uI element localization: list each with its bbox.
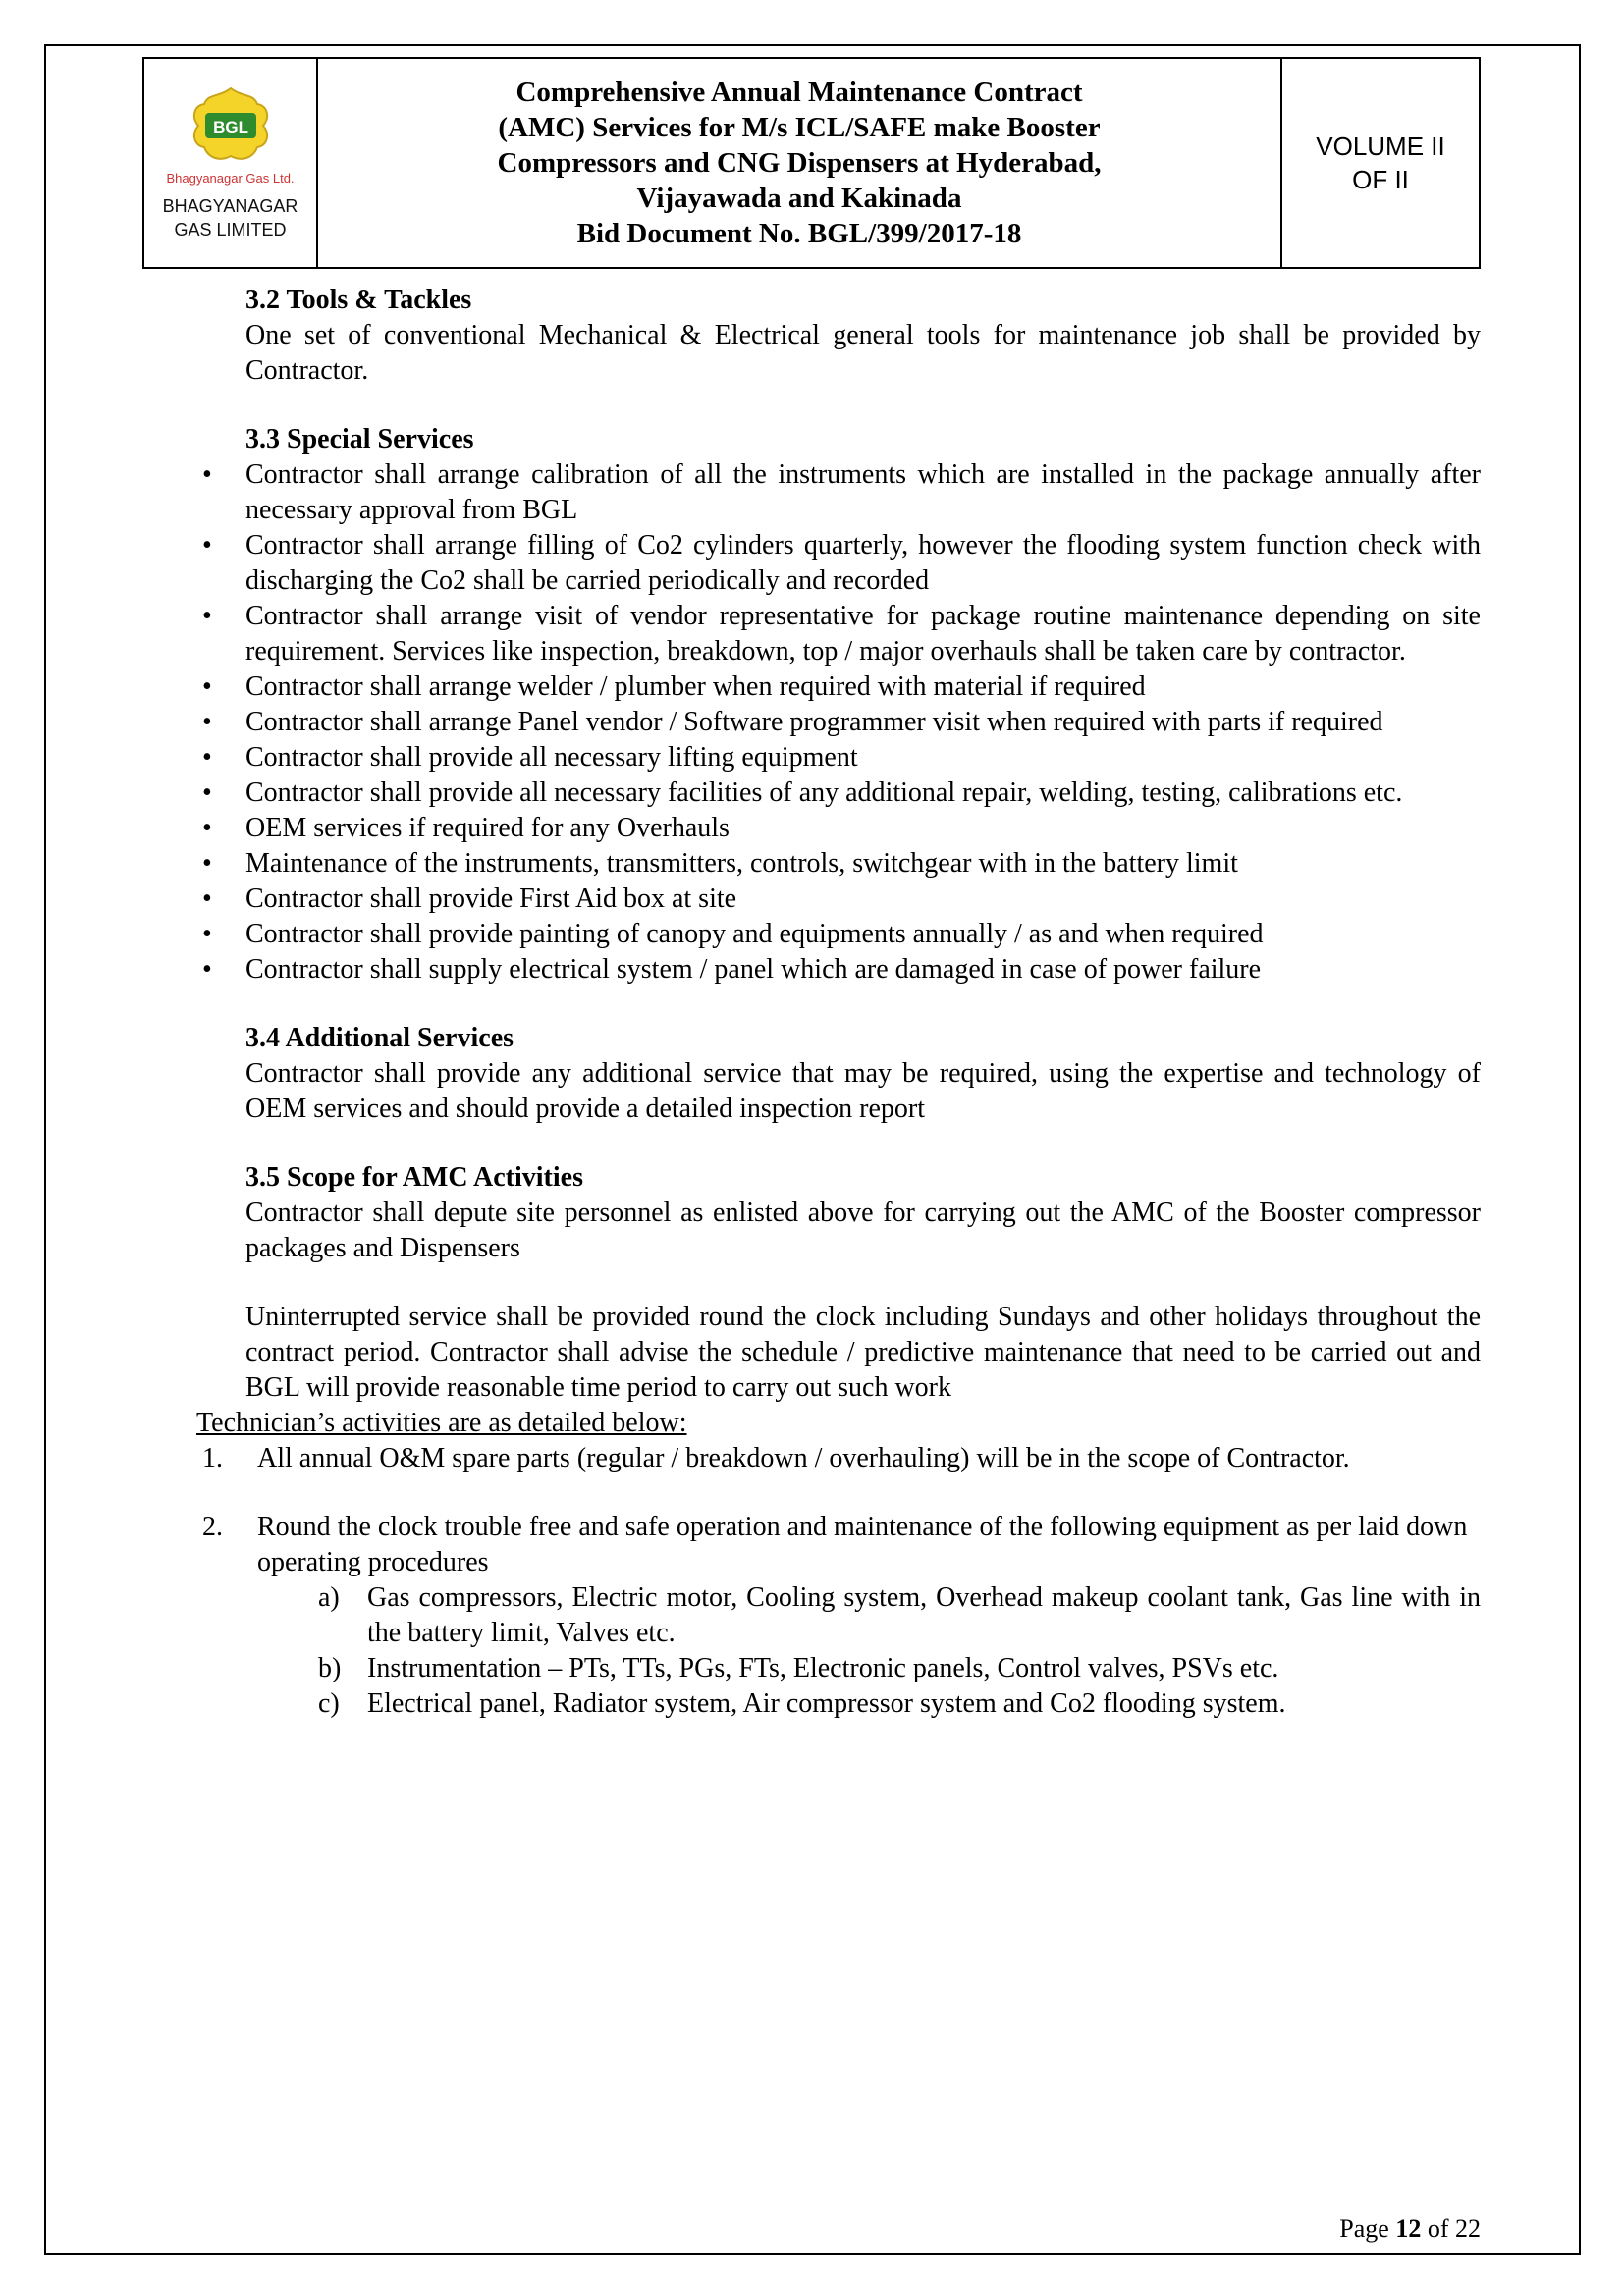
section-heading-tools-tackles: 3.2 Tools & Tackles <box>245 285 472 315</box>
item-number: 1. <box>202 1443 223 1473</box>
bullet-item: • Contractor shall supply electrical system / panel which are damaged in case of power failure <box>196 952 1481 988</box>
tools-tackles-paragraph: One set of conventional Mechanical & Electrical general tools for maintenance job shall be provided by Contractor. <box>245 320 1481 386</box>
bullet-item: • Contractor shall provide painting of canopy and equipments annually / as and when required <box>196 917 1481 952</box>
equipment-sublist <box>316 1580 1481 1722</box>
section-heading-special-services: 3.3 Special Services <box>245 424 474 454</box>
title-cell <box>318 59 1282 267</box>
numbered-item-2 <box>196 1510 1481 1722</box>
footer-page-number: 12 <box>1395 2215 1422 2243</box>
document-title-line-1: Comprehensive Annual Maintenance Contract <box>515 77 1083 108</box>
document-title-line-3: Compressors and CNG Dispensers at Hyderabad, <box>497 147 1102 179</box>
volume-cell <box>1282 59 1479 267</box>
volume-label-line-2: OF II <box>1352 165 1409 194</box>
logo-caption: Bhagyanagar Gas Ltd. <box>166 171 295 186</box>
bgl-logo-icon <box>176 84 286 169</box>
document-title-line-2: (AMC) Services for M/s ICL/SAFE make Booster <box>498 112 1101 143</box>
special-services-list <box>196 457 1481 988</box>
bullet-item: • Contractor shall arrange filling of Co2 cylinders quarterly, however the flooding system function check with discharging the Co2 shall be carried periodically and recorded <box>196 528 1481 599</box>
technician-activities-list <box>196 1441 1481 1722</box>
volume-label-line-1: VOLUME II <box>1316 132 1445 161</box>
bullet-item: • Contractor shall provide First Aid box at site <box>196 881 1481 917</box>
item-number: 2. <box>202 1512 223 1542</box>
footer-page-prefix: Page <box>1339 2215 1396 2243</box>
page-footer <box>1339 2214 1481 2245</box>
item-text: All annual O&M spare parts (regular / breakdown / overhauling) will be in the scope of Contractor. <box>257 1443 1350 1473</box>
scope-paragraph-2: Uninterrupted service shall be provided round the clock including Sundays and other holidays throughout the contract period. Contractor shall advise the schedule / predictive maintenance that need to be carried out and BGL will provide reasonable time period to carry out such work <box>245 1302 1481 1403</box>
section-heading-additional-services: 3.4 Additional Services <box>245 1023 514 1053</box>
logo-cell <box>144 59 318 267</box>
sub-item-b <box>316 1651 1481 1686</box>
sub-item-a <box>316 1580 1481 1651</box>
sub-item-c <box>316 1686 1481 1722</box>
numbered-item-1 <box>196 1441 1481 1476</box>
bullet-item: • Contractor shall provide all necessary facilities of any additional repair, welding, testing, calibrations etc. <box>196 775 1481 811</box>
sub-item-text: Gas compressors, Electric motor, Cooling system, Overhead makeup coolant tank, Gas line with in the battery limit, Valves etc. <box>367 1582 1481 1648</box>
document-body <box>142 283 1481 1722</box>
header-table <box>142 57 1481 269</box>
company-name: BHAGYANAGAR GAS LIMITED <box>162 196 298 240</box>
scope-paragraph-1: Contractor shall depute site personnel as enlisted above for carrying out the AMC of the Booster compressor packages and Dispensers <box>245 1198 1481 1263</box>
bullet-item: • Contractor shall arrange Panel vendor / Software programmer visit when required with parts if required <box>196 705 1481 740</box>
bullet-item: • Contractor shall arrange calibration of all the instruments which are installed in the package annually after necessary approval from BGL <box>196 457 1481 528</box>
bullet-item: • Maintenance of the instruments, transmitters, controls, switchgear with in the battery limit <box>196 846 1481 881</box>
technician-activities-intro: Technician’s activities are as detailed below: <box>196 1408 687 1438</box>
footer-page-suffix: of 22 <box>1421 2215 1481 2243</box>
bullet-item: • OEM services if required for any Overhauls <box>196 811 1481 846</box>
document-title-line-4: Vijayawada and Kakinada <box>636 183 962 214</box>
sub-item-marker: a) <box>318 1582 340 1613</box>
bullet-item: • Contractor shall arrange welder / plumber when required with material if required <box>196 669 1481 705</box>
sub-item-text: Instrumentation – PTs, TTs, PGs, FTs, Electronic panels, Control valves, PSVs etc. <box>367 1653 1279 1683</box>
item-text: Round the clock trouble free and safe operation and maintenance of the following equipment as per laid down operating procedures <box>257 1512 1468 1577</box>
sub-item-text: Electrical panel, Radiator system, Air compressor system and Co2 flooding system. <box>367 1688 1286 1719</box>
bullet-item: • Contractor shall arrange visit of vendor representative for package routine maintenance depending on site requirement. Services like inspection, breakdown, top / major overhauls shall be taken care by contractor. <box>196 599 1481 669</box>
sub-item-marker: b) <box>318 1653 342 1683</box>
bid-document-number: Bid Document No. BGL/399/2017-18 <box>576 218 1022 249</box>
logo-acronym: BGL <box>212 118 248 136</box>
page-content <box>142 57 1481 1722</box>
sub-item-marker: c) <box>318 1688 340 1719</box>
section-heading-scope-amc: 3.5 Scope for AMC Activities <box>245 1162 583 1193</box>
bullet-item: • Contractor shall provide all necessary lifting equipment <box>196 740 1481 775</box>
additional-services-paragraph: Contractor shall provide any additional service that may be required, using the expertise and technology of OEM services and should provide a detailed inspection report <box>245 1058 1481 1124</box>
